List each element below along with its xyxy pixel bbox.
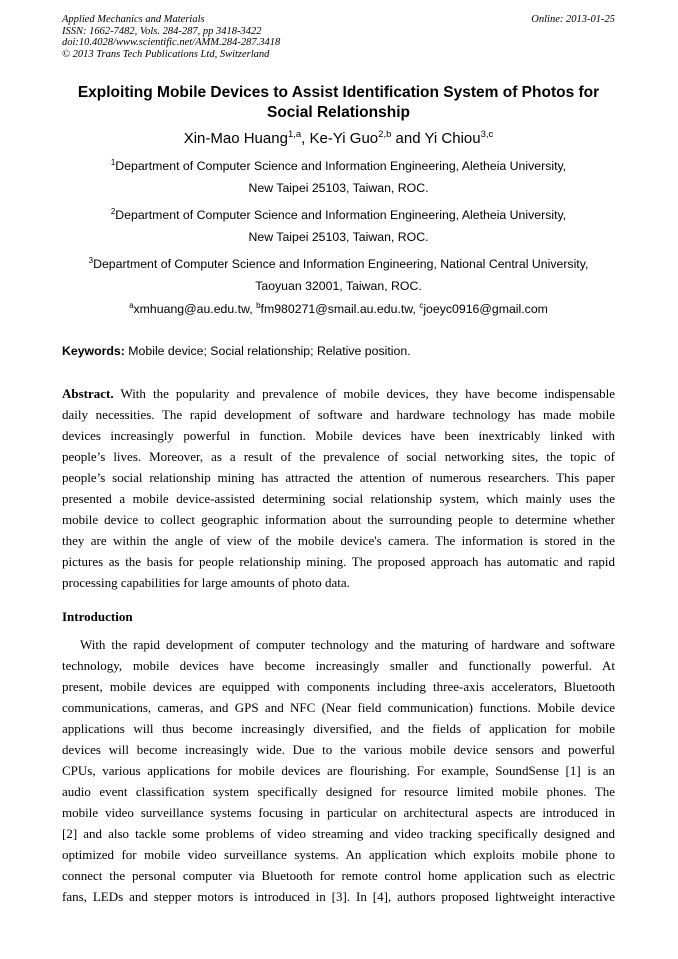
intro-line: CPUs, various applications for mobile devices are flourishing. For example, SoundSense [1] is an bbox=[62, 763, 615, 778]
abstract-line: they are within the angle of view of the mobile device's camera. The information is stored in the bbox=[62, 533, 615, 548]
journal-copyright: © 2013 Trans Tech Publications Ltd, Switzerland bbox=[62, 48, 270, 60]
affiliation-line: Department of Computer Science and Information Engineering, Aletheia University, bbox=[115, 159, 567, 173]
abstract-line: processing capabilities for large amounts of photo data. bbox=[62, 575, 350, 590]
email-sup: a bbox=[129, 301, 134, 310]
intro-line: optimized for mobile video surveillance systems. An application which exploits mobile phone to bbox=[62, 847, 615, 862]
paper-title bbox=[62, 83, 615, 123]
journal-header bbox=[62, 14, 615, 60]
intro-line: technology, mobile devices have become increasingly smaller and functionally powerful. At bbox=[62, 658, 615, 673]
affiliation-line: New Taipei 25103, Taiwan, ROC. bbox=[248, 181, 429, 195]
online-date: Online: 2013-01-25 bbox=[531, 14, 615, 25]
author-name: Ke-Yi Guo bbox=[309, 130, 379, 147]
affiliation-line: Department of Computer Science and Information Engineering, Aletheia University, bbox=[115, 208, 567, 222]
keywords-text: Mobile device; Social relationship; Relative position. bbox=[124, 344, 411, 358]
affiliation-sup: 3 bbox=[88, 256, 94, 265]
author-name: Xin-Mao Huang bbox=[183, 130, 288, 147]
intro-line: present, mobile devices are equipped with components including three-axis accelerators, Bluetooth bbox=[62, 679, 615, 694]
affiliation-line: Department of Computer Science and Information Engineering, National Central University, bbox=[93, 257, 589, 271]
paper-title-line: Social Relationship bbox=[267, 104, 410, 121]
affiliation-sup: 1 bbox=[110, 158, 116, 167]
affiliation-line: New Taipei 25103, Taiwan, ROC. bbox=[248, 230, 429, 244]
email-sep: , bbox=[412, 302, 420, 316]
section-heading-introduction: Introduction bbox=[62, 609, 133, 624]
journal-doi: doi:10.4028/www.scientific.net/AMM.284-287.3418 bbox=[62, 37, 281, 49]
intro-line: fans, LEDs and stepper motors is introduced in [3]. In [4], authors proposed lightweight interactive bbox=[62, 889, 615, 904]
abstract-line: With the popularity and prevalence of mobile devices, they have become indispensable bbox=[113, 386, 615, 401]
affiliation-line: Taoyuan 32001, Taiwan, ROC. bbox=[255, 279, 422, 293]
intro-line: connect the personal computer via Bluetooth for remote control home application such as electric bbox=[62, 868, 615, 883]
keywords bbox=[62, 342, 615, 360]
abstract-line: presented a mobile device-assisted determining social relationship system, which mainly uses the bbox=[62, 491, 615, 506]
affiliation-2 bbox=[62, 204, 615, 248]
author-sep: , bbox=[301, 130, 310, 147]
affiliation-sup: 2 bbox=[110, 207, 116, 216]
abstract-line: people’s social relationship mining has attracted the attention of numerous researchers. This paper bbox=[62, 470, 615, 485]
abstract-paragraph bbox=[62, 383, 615, 593]
author-sup: 1,a bbox=[287, 129, 302, 140]
author-sep: and bbox=[391, 130, 425, 147]
email-sup: c bbox=[419, 301, 424, 310]
abstract-line: people’s lives. Moreover, as a result of the prevalence of social networking sites, the topic of bbox=[62, 449, 615, 464]
intro-line: audio event classification system specifically designed for resource limited mobile phones. The bbox=[62, 784, 615, 799]
email-link[interactable]: joeyc0916@gmail.com bbox=[423, 302, 548, 316]
intro-line: mobile video surveillance systems focusing in particular on architectural aspects are introduced in bbox=[62, 805, 615, 820]
author-sup: 3,c bbox=[480, 129, 494, 140]
introduction-paragraph bbox=[62, 634, 615, 907]
email-link[interactable]: fm980271@smail.au.edu.tw bbox=[260, 302, 413, 316]
journal-name: Applied Mechanics and Materials bbox=[62, 14, 205, 25]
abstract-label: Abstract. bbox=[62, 386, 114, 401]
intro-line: devices will become increasingly wide. Due to the various mobile device sensors and powerful bbox=[62, 742, 615, 757]
journal-issn: ISSN: 1662-7482, Vols. 284-287, pp 3418-3422 bbox=[62, 25, 262, 37]
intro-line: With the rapid development of computer technology and the maturing of hardware and software bbox=[62, 637, 615, 652]
paper-title-line: Exploiting Mobile Devices to Assist Identification System of Photos for bbox=[77, 84, 600, 101]
keywords-label: Keywords: bbox=[62, 344, 125, 358]
email-sep: , bbox=[249, 302, 257, 316]
abstract-line: daily necessities. The rapid development of software and hardware technology has made mobile bbox=[62, 407, 615, 422]
author-list bbox=[62, 129, 615, 149]
email-link[interactable]: xmhuang@au.edu.tw bbox=[133, 302, 250, 316]
author-name: Yi Chiou bbox=[424, 130, 481, 147]
author-sup: 2,b bbox=[378, 129, 392, 140]
intro-line: [2] and also tackle some problems of video streaming and video tracking specifically designed and bbox=[62, 826, 615, 841]
affiliation-3 bbox=[62, 253, 615, 297]
email-sup: b bbox=[256, 301, 261, 310]
intro-line: applications will thus become increasingly diversified, and the fields of application for mobile bbox=[62, 721, 615, 736]
affiliation-1 bbox=[62, 155, 615, 199]
abstract-line: mobile device to collect geographic information about the surrounding people to determine whether bbox=[62, 512, 615, 527]
email-list bbox=[62, 300, 615, 318]
abstract-line: devices increasingly powerful in function. Mobile devices have been inextricably linked with bbox=[62, 428, 615, 443]
intro-line: communications, cameras, and GPS and NFC (Near field communication) functions. Mobile device bbox=[62, 700, 615, 715]
abstract-line: pictures as the basis for people relationship mining. The proposed approach has automatic and rapid bbox=[62, 554, 615, 569]
